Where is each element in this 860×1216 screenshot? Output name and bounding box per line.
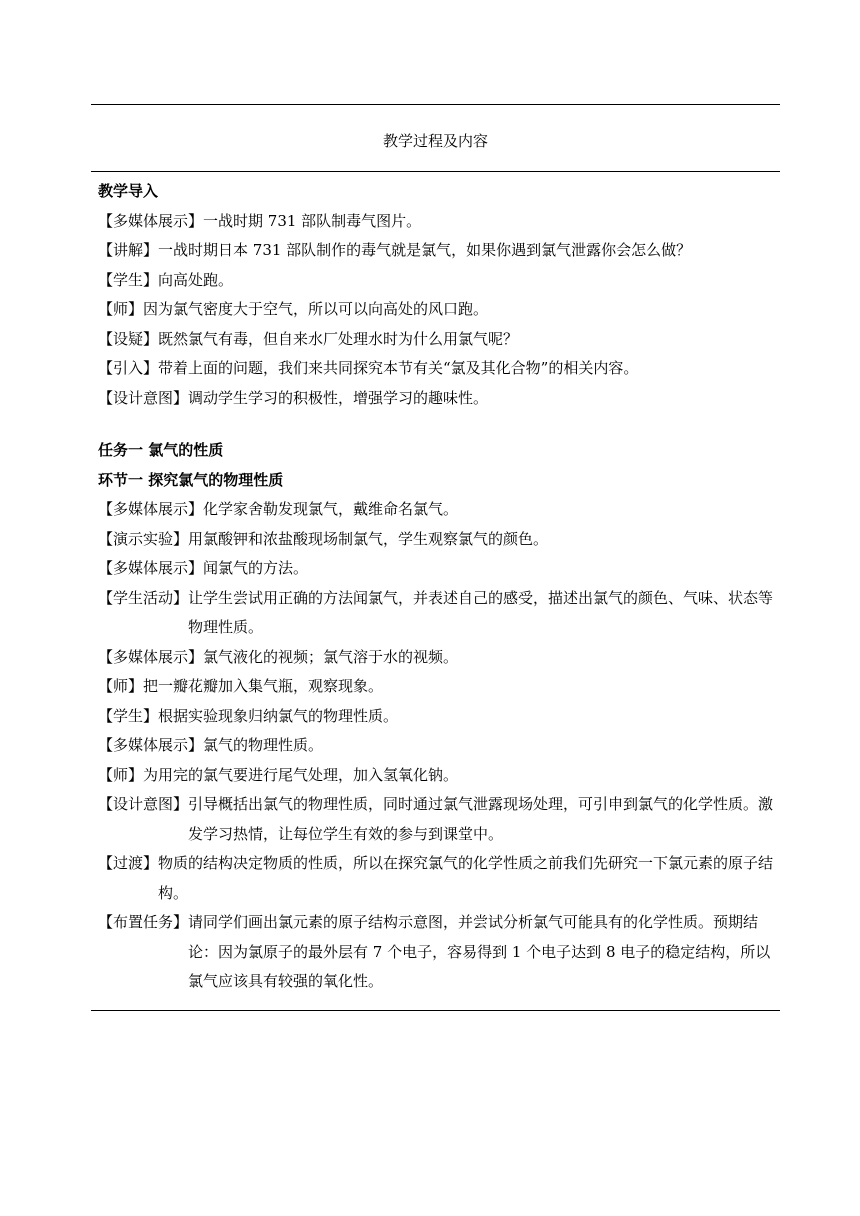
item-tag: 【学生活动】 [98, 588, 189, 607]
task-heading: 任务一 氯气的性质 [98, 441, 224, 459]
list-item [98, 908, 778, 997]
item-tag: 【多媒体展示】 [98, 736, 204, 754]
item-text: 闻氯气的方法。 [203, 559, 309, 577]
list-item [98, 236, 778, 266]
top-rule [91, 104, 780, 105]
item-text: 一战时期日本 731 部队制作的毒气就是氯气，如果你遇到氯气泄露你会怎么做？ [158, 241, 692, 259]
item-tag: 【讲解】 [98, 241, 159, 259]
list-item [98, 643, 778, 673]
list-item [98, 761, 778, 791]
item-tag: 【多媒体展示】 [98, 559, 204, 577]
bottom-rule [91, 1010, 780, 1011]
item-tag: 【学生】 [98, 706, 159, 725]
intro-heading: 教学导入 [98, 182, 159, 200]
item-text: 为用完的氯气要进行尾气处理，加入氢氧化钠。 [143, 765, 459, 784]
item-tag: 【设计意图】 [98, 795, 189, 813]
item-text: 物质的结构决定物质的性质，所以在探究氯气的化学性质之前我们先研究一下氯元素的原子结构。 [158, 854, 774, 902]
item-tag: 【设计意图】 [98, 388, 189, 407]
item-text: 调动学生学习的积极性，增强学习的趣味性。 [188, 388, 489, 407]
item-text: 请同学们画出氯元素的原子结构示意图，并尝试分析氯气可能具有的化学性质。预期结论：因为氯原子的最外层有 7 个电子，容易得到 1 个电子达到 8 电子的稳定结构，所以氯气应该具有较强的氧化性。 [188, 913, 771, 990]
item-text: 氯气的物理性质。 [203, 736, 324, 754]
item-text: 带着上面的问题，我们来共同探究本节有关“氯及其化合物”的相关内容。 [158, 359, 639, 377]
item-tag: 【多媒体展示】 [98, 647, 204, 666]
item-text: 既然氯气有毒，但自来水厂处理水时为什么用氯气呢？ [158, 329, 519, 348]
item-text: 用氯酸钾和浓盐酸现场制氯气，学生观察氯气的颜色。 [188, 529, 549, 548]
list-item [98, 849, 778, 908]
item-tag: 【学生】 [98, 270, 159, 289]
item-tag: 【多媒体展示】 [98, 500, 204, 518]
list-item [98, 266, 778, 296]
list-item [98, 525, 778, 555]
item-text: 引导概括出氯气的物理性质，同时通过氯气泄露现场处理，可引申到氯气的化学性质。激发学习热情，让每位学生有效的参与到课堂中。 [188, 795, 774, 843]
list-item [98, 672, 778, 702]
item-text: 向高处跑。 [158, 270, 234, 289]
item-tag: 【师】 [98, 765, 144, 784]
item-text: 化学家舍勒发现氯气，戴维命名氯气。 [203, 500, 459, 518]
task-list [98, 495, 778, 997]
item-text: 一战时期 731 部队制毒气图片。 [203, 211, 422, 230]
intro-list [98, 207, 778, 414]
item-tag: 【多媒体展示】 [98, 211, 204, 230]
section-gap [98, 413, 778, 436]
header-rule [91, 171, 780, 172]
list-item [98, 495, 778, 525]
item-tag: 【过渡】 [98, 854, 159, 872]
item-tag: 【布置任务】 [98, 913, 189, 931]
item-tag: 【设疑】 [98, 329, 159, 348]
list-item [98, 295, 778, 325]
item-text: 根据实验现象归纳氯气的物理性质。 [158, 706, 399, 725]
list-item [98, 702, 778, 732]
item-text: 让学生尝试用正确的方法闻氯气，并表述自己的感受，描述出氯气的颜色、气味、状态等物理性质。 [188, 588, 774, 636]
list-item [98, 384, 778, 414]
section-heading: 环节一 探究氯气的物理性质 [98, 470, 284, 489]
table-title: 教学过程及内容 [382, 132, 488, 150]
item-text: 氯气液化的视频；氯气溶于水的视频。 [203, 647, 459, 666]
lesson-content [98, 177, 778, 997]
list-item [98, 207, 778, 237]
item-tag: 【引入】 [98, 359, 159, 377]
list-item [98, 731, 778, 761]
list-item [98, 354, 778, 384]
list-item [98, 584, 778, 643]
list-item [98, 790, 778, 849]
list-item [98, 554, 778, 584]
item-tag: 【演示实验】 [98, 529, 189, 548]
item-text: 把一瓣花瓣加入集气瓶，观察现象。 [143, 677, 384, 695]
item-tag: 【师】 [98, 677, 144, 695]
item-text: 因为氯气密度大于空气，所以可以向高处的风口跑。 [143, 300, 489, 318]
list-item [98, 325, 778, 355]
item-tag: 【师】 [98, 300, 144, 318]
